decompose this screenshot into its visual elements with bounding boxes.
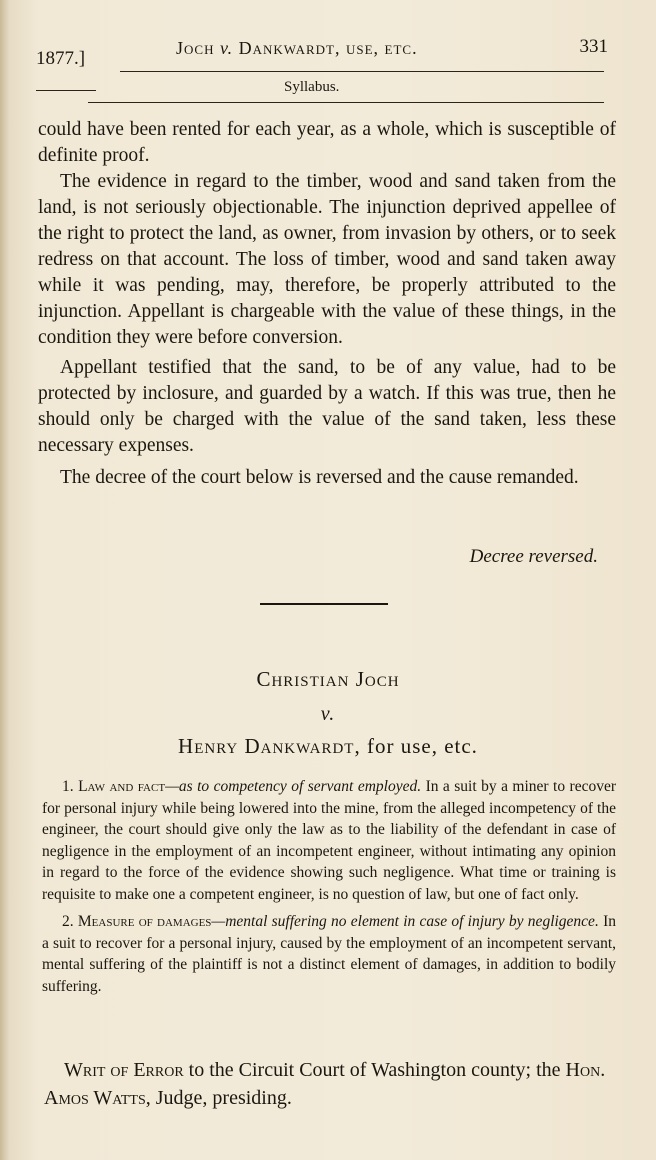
header-year: 1877.] (36, 48, 86, 69)
header-title-v: v. (219, 38, 234, 58)
page-number: 331 (579, 36, 608, 57)
headnote-1-topic: Law and fact (78, 778, 166, 795)
writ-of-error (44, 1056, 618, 1112)
header-title-part1: Joch (176, 38, 215, 58)
paragraph-1: could have been rented for each year, as a whole, which is susceptible of definite proof. (38, 119, 616, 166)
case-plaintiff: Christian Joch (256, 667, 400, 691)
writ-judge: Hon. Amos Watts, (44, 1059, 606, 1109)
header-rule-top (120, 71, 604, 72)
paragraph-4: The decree of the court below is reversed and the cause remanded. (60, 467, 579, 488)
headnote-1 (42, 776, 616, 905)
case-defendant-suffix: for use, etc. (366, 734, 478, 758)
writ-text-1: to the Circuit Court of Washington county; the (188, 1059, 561, 1081)
writ-text-2: Judge, presiding. (155, 1087, 292, 1109)
section-divider (260, 603, 388, 605)
paragraph-2: The evidence in regard to the timber, wood and sand taken from the land, is not seriously objectionable. The injunction deprived appellee of the right to protect the land, as owner, from invasion by others, or to seek redress on that account. The loss of timber, wood and sand taken away while it was pending, may, therefore, be properly attributed to the injunction. Appellant is chargeable with the value of these things, in the condition they were before conversion. (38, 171, 616, 348)
decree-reversed: Decree reversed. (469, 546, 598, 567)
paragraph-3: Appellant testified that the sand, to be of any value, had to be protected by inclosure, and guarded by a watch. If this was true, then he should only be charged with the value of the sand taken, less these necessary expenses. (38, 357, 616, 456)
headnote-2-subtopic: —mental suffering no element in case of injury by negligence. (211, 913, 599, 930)
header-rule-left (36, 90, 96, 91)
headnote-1-subtopic: —as to competency of servant employed. (165, 778, 422, 795)
page-binding-edge (0, 0, 10, 1160)
headnote-2-number: 2. (62, 913, 74, 930)
headnote-1-number: 1. (62, 778, 74, 795)
headnote-2-topic: Measure of damages (77, 913, 212, 930)
running-header (36, 38, 620, 68)
header-title (176, 38, 418, 59)
headnote-2 (42, 911, 616, 997)
headnote-1-text: In a suit by a miner to recover for personal injury while being lowered into the mine, from the alleged incompetency of the engineer, the court should give only the law as to the liability of the defendant in case of negligence in the employment of an incompetent engineer, without intimating any opinion in regard to the force of the evidence showing such negligence. What time or training is requisite to make one a competent engineer, is no question of law, but one of fact only. (42, 778, 617, 903)
headnotes (42, 776, 616, 997)
section-label: Syllabus. (284, 79, 340, 95)
case-defendant-name: Henry Dankwardt, (178, 734, 361, 758)
headnote-2-text: In a suit to recover for a personal injury, caused by the employment of an incompetent servant, mental suffering of the plaintiff is not a distinct element of damages, in addition to bodily suffering. (42, 913, 617, 995)
header-title-part2: Dankwardt, use, etc. (238, 38, 418, 58)
writ-lead: Writ of Error (64, 1059, 184, 1081)
case-versus: v. (320, 703, 336, 725)
case-defendant (0, 734, 656, 759)
continued-opinion-text (38, 117, 616, 491)
header-rule-bottom (88, 102, 604, 103)
